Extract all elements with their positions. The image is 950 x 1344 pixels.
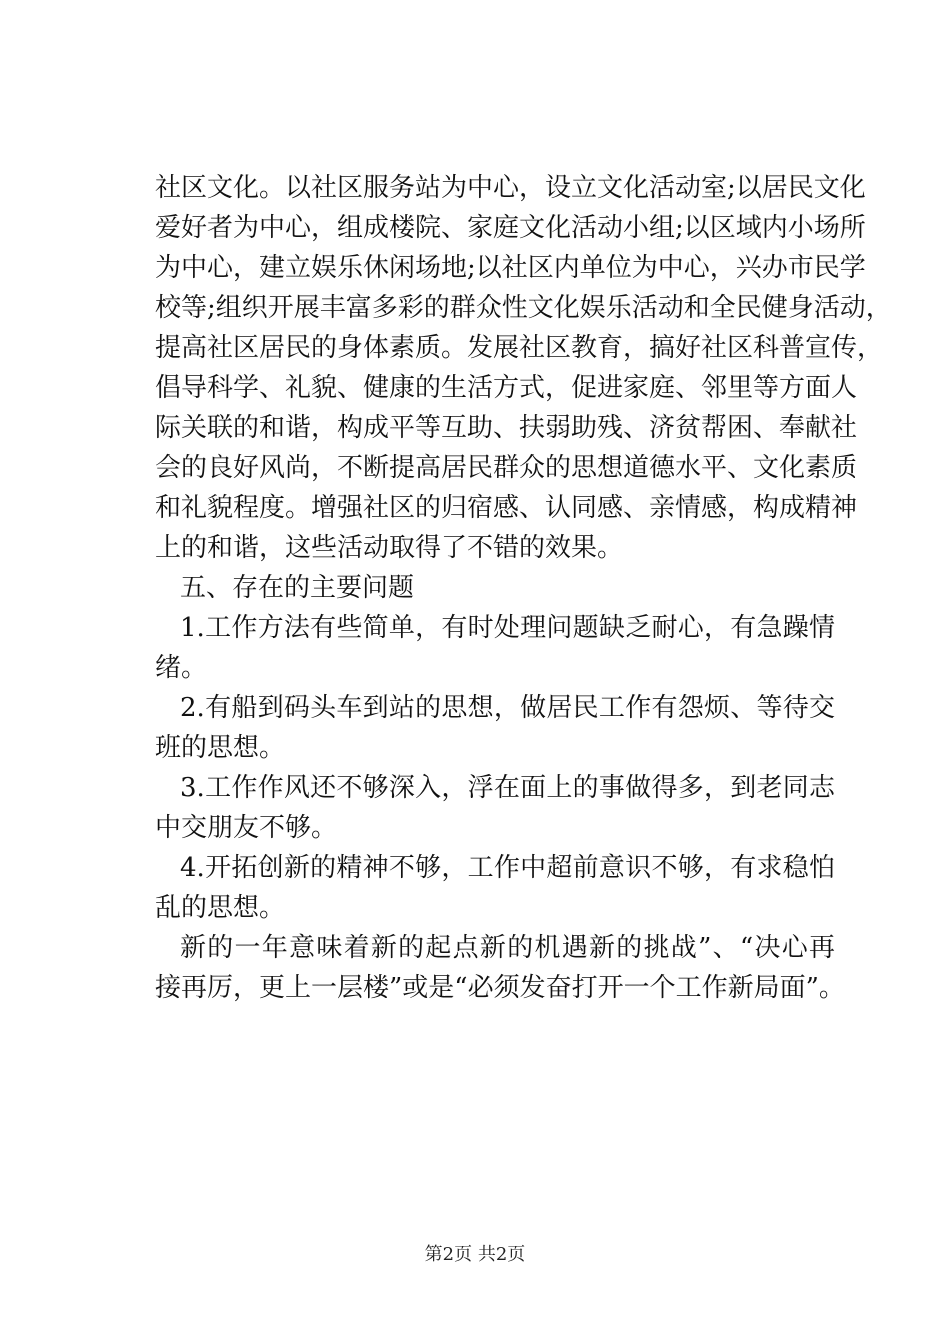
list-item-2-continued: 班的思想。 xyxy=(155,733,286,763)
paragraph-line: 爱好者为中心，组成楼院、家庭文化活动小组;以区域内小场所 xyxy=(155,213,866,243)
paragraph-line: 社区文化。以社区服务站为中心，设立文化活动室;以居民文化 xyxy=(155,173,866,203)
paragraph-line: 际关联的和谐，构成平等互助、扶弱助残、济贫帮困、奉献社 xyxy=(155,413,858,443)
paragraph-line: 会的良好风尚，不断提高居民群众的思想道德水平、文化素质 xyxy=(155,453,858,483)
paragraph-line: 校等;组织开展丰富多彩的群众性文化娱乐活动和全民健身活动， xyxy=(155,293,892,323)
list-item-1: 1.工作方法有些简单，有时处理问题缺乏耐心，有急躁情 xyxy=(180,613,835,643)
paragraph-line: 提高社区居民的身体素质。发展社区教育，搞好社区科普宣传， xyxy=(155,333,884,363)
paragraph-line: 上的和谐，这些活动取得了不错的效果。 xyxy=(155,533,624,563)
list-item-2: 2.有船到码头车到站的思想，做居民工作有怨烦、等待交 xyxy=(180,693,835,723)
list-item-3-continued: 中交朋友不够。 xyxy=(155,813,338,843)
list-item-3: 3.工作作风还不够深入，浮在面上的事做得多，到老同志 xyxy=(180,773,835,803)
closing-paragraph-line: 接再厉，更上一层楼”或是“必须发奋打开一个工作新局面”。 xyxy=(155,973,845,1003)
list-item-4-continued: 乱的思想。 xyxy=(155,893,286,923)
list-item-1-continued: 绪。 xyxy=(155,653,208,683)
page-number-footer: 第2页 共2页 xyxy=(424,1244,526,1265)
paragraph-line: 倡导科学、礼貌、健康的生活方式，促进家庭、邻里等方面人 xyxy=(155,373,858,403)
paragraph-line: 为中心，建立娱乐休闲场地;以社区内单位为中心，兴办市民学 xyxy=(155,253,866,283)
closing-paragraph-line: 新的一年意味着新的起点新的机遇新的挑战”、“决心再 xyxy=(180,933,835,963)
section-heading: 五、存在的主要问题 xyxy=(180,573,415,603)
list-item-4: 4.开拓创新的精神不够，工作中超前意识不够，有求稳怕 xyxy=(180,853,835,883)
paragraph-line: 和礼貌程度。增强社区的归宿感、认同感、亲情感，构成精神 xyxy=(155,493,858,523)
